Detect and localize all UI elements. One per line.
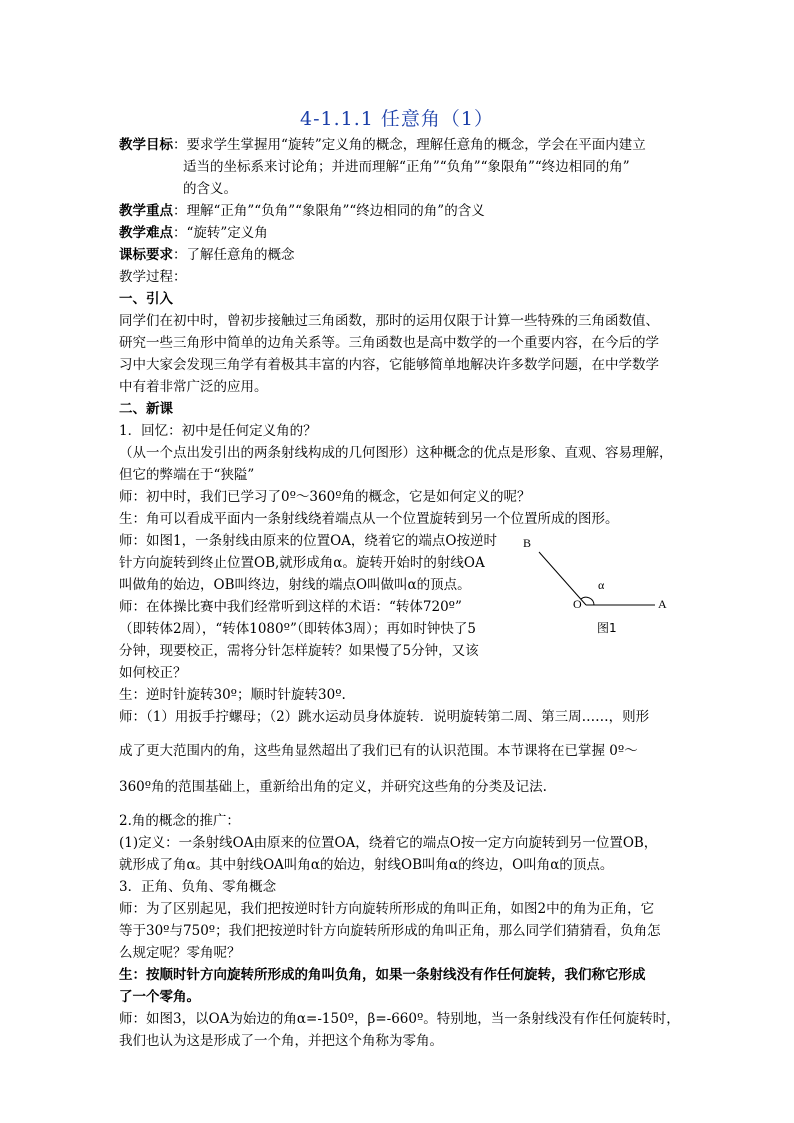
process-label: 教学过程： [119,269,187,285]
wide-line-2: 360º角的范围基础上，重新给出角的定义，并研究这些角的分类及记法. [119,779,547,795]
standard-text: ：了解任意角的概念 [173,247,295,263]
generalization-line: 师：如图3，以OA为始边的角α=-150º，β=-660º。特别地，当一条射线没有作任何旋转时， [119,1011,680,1027]
review-line: 生：角可以看成平面内一条射线绕着端点从一个位置旋转到另一个位置所成的图形。 [119,511,619,527]
standard-line [119,244,295,266]
review-line: 生：逆时针旋转30º；顺时针旋转30º. [119,687,346,703]
page-title: 4-1.1.1 任意角（1） [300,108,494,130]
figure-1 [515,530,675,640]
generalization-line: 生：按顺时针方向旋转所形成的角叫负角，如果一条射线没有作任何旋转，我们称它形成 [119,967,646,983]
generalization-line: (1)定义：一条射线OA由原来的位置OA，绕着它的端点O按一定方向旋转到另一位置OB， [119,835,658,851]
generalization-line: 就形成了角α。其中射线OA叫角α的始边，射线OB叫角α的终边，O叫角α的顶点。 [119,857,614,873]
label-a: A [658,597,667,611]
section-new-heading: 二、新课 [119,401,173,417]
review-line: 分钟，现要校正，需将分针怎样旋转？如果慢了5分钟，又该 [119,643,479,659]
review-line: 1．回忆：初中是任何定义角的？ [119,423,317,439]
review-line: 师：初中时，我们已学习了0º～360º角的概念，它是如何定义的呢？ [119,489,531,505]
goal-label: 教学目标 [119,137,173,153]
review-line: （从一个点出发引出的两条射线构成的几何图形）这种概念的优点是形象、直观、容易理解， [119,445,673,461]
generalization-line: 3．正角、负角、零角概念 [119,879,277,895]
review-line: 师：如图1，一条射线由原来的位置OA，绕着它的端点O按逆时 [119,533,497,549]
goal-line-2: 适当的坐标系来讨论角；并进而理解“正角”“负角”“象限角”“终边相同的角” [183,159,630,175]
standard-label: 课标要求 [119,247,173,263]
generalization-line: 2.角的概念的推广： [119,813,240,829]
review-line: 但它的弊端在于“狭隘” [119,467,255,483]
generalization-line: 么规定呢？零角呢？ [119,945,241,961]
figure-caption: 图1 [597,621,617,635]
intro-line: 同学们在初中时，曾初步接触过三角函数，那时的运用仅限于计算一些特殊的三角函数值、 [119,313,659,329]
review-line: 叫做角的始边，OB叫终边，射线的端点O叫做叫α的顶点。 [119,577,471,593]
generalization-line: 了一个零角。 [119,989,200,1005]
wide-line-1: 成了更大范围内的角，这些角显然超出了我们已有的认识范围。本节课将在已掌握 0º～ [119,743,638,759]
section-intro-heading: 一、引入 [119,291,173,307]
goal-line-3: 的含义。 [183,181,237,197]
intro-line: 研究一些三角形中简单的边角关系等。三角函数也是高中数学的一个重要内容，在今后的学 [119,335,659,351]
review-line: 如何校正？ [119,665,187,681]
key-label: 教学重点 [119,203,173,219]
label-b: B [523,536,532,550]
generalization-line: 等于30º与750º；我们把按逆时针方向旋转所形成的角叫正角，那么同学们猜猜看，负角怎 [119,923,661,939]
difficulty-label: 教学难点 [119,225,173,241]
key-text: ：理解“正角”“负角”“象限角”“终边相同的角”的含义 [173,203,485,219]
review-line: 师：在体操比赛中我们经常听到这样的术语：“转体720º” [119,599,462,615]
review-line: （即转体2周），“转体1080º”（即转体3周）；再如时钟快了5 [119,621,477,637]
key-line [119,200,485,222]
generalization-line: 我们也认为这是形成了一个角，并把这个角称为零角。 [119,1033,443,1049]
intro-line: 中有着非常广泛的应用。 [119,379,268,395]
difficulty-text: ：“旋转”定义角 [173,225,268,241]
review-line: 针方向旋转到终止位置OB,就形成角α。旋转开始时的射线OA [119,555,485,571]
generalization-line: 师：为了区别起见，我们把按逆时针方向旋转所形成的角叫正角，如图2中的角为正角，它 [119,901,655,917]
angle-diagram [515,530,675,640]
intro-line: 习中大家会发现三角学有着极其丰富的内容，它能够简单地解决许多数学问题，在中学数学 [119,357,659,373]
goal-line-1 [119,134,646,156]
goal-text: ：要求学生掌握用“旋转”定义角的概念，理解任意角的概念，学会在平面内建立 [173,137,646,153]
review-line: 师：（1）用扳手拧螺母；（2）跳水运动员身体旋转．说明旋转第二周、第三周……，则形 [119,709,650,725]
label-o: O [573,597,582,611]
difficulty-line [119,222,268,244]
label-alpha: α [598,578,605,592]
